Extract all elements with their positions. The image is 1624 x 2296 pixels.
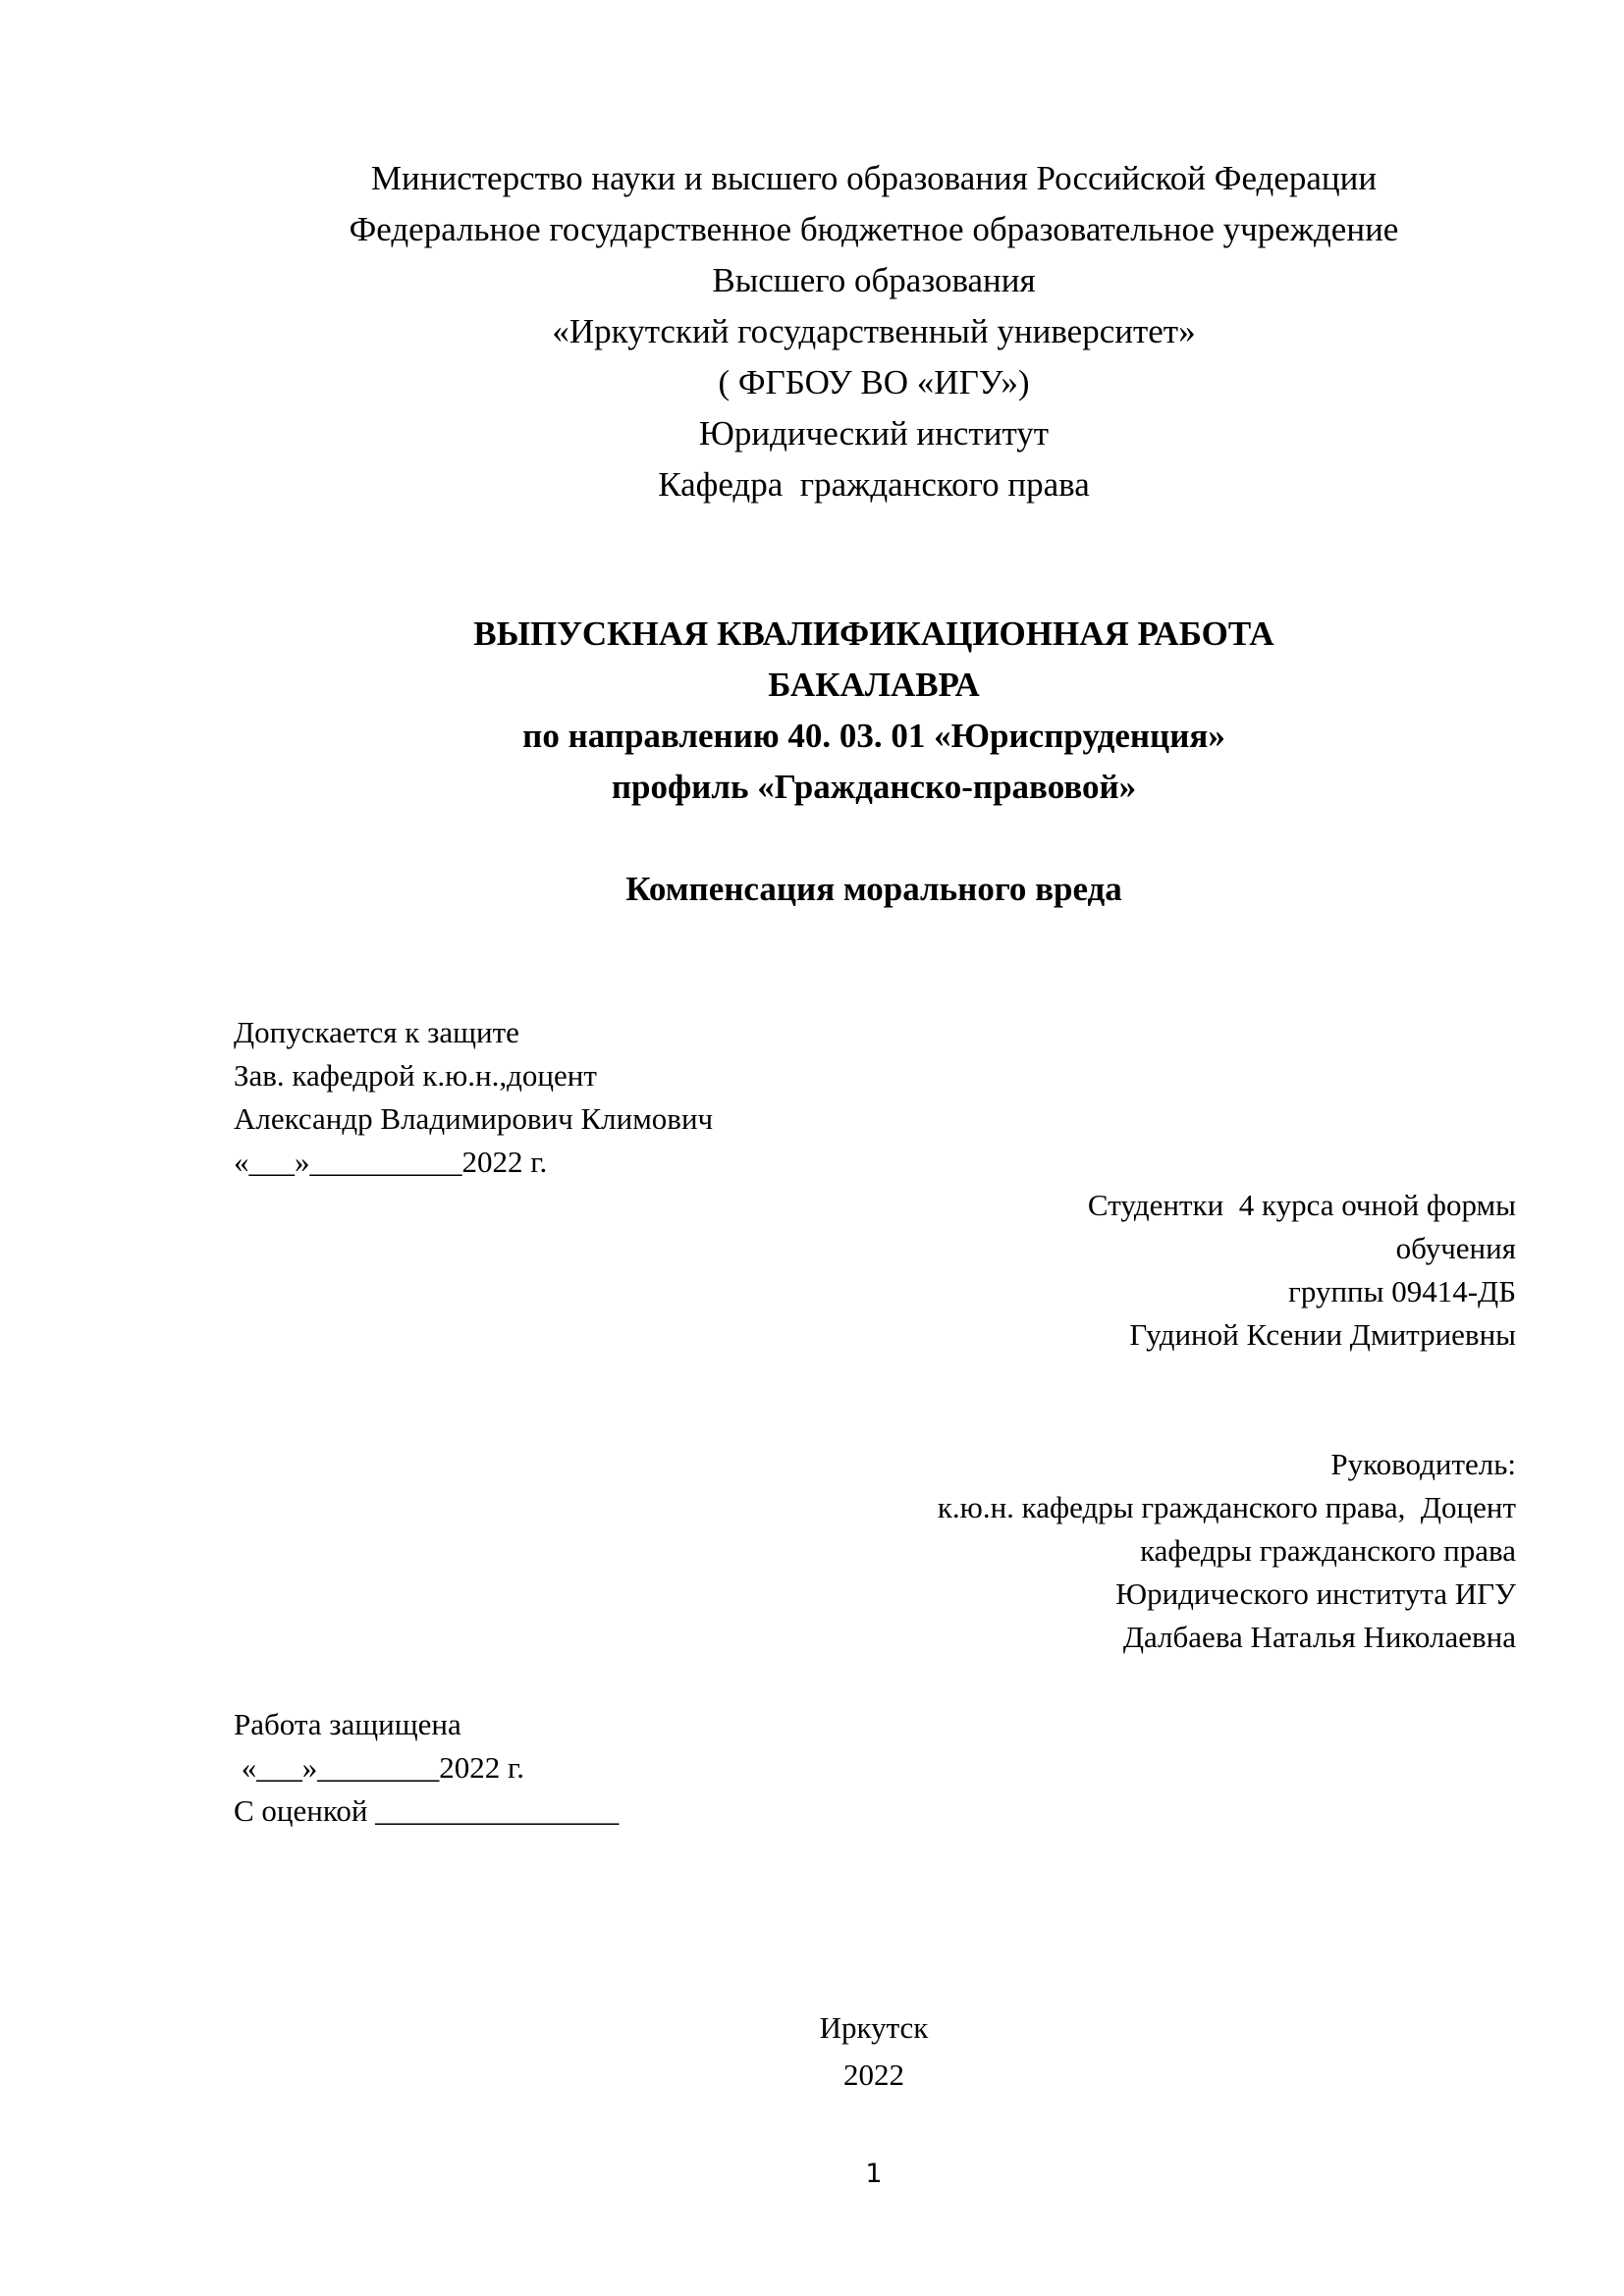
city: Иркутск	[819, 2010, 929, 2045]
supervisor-label: Руководитель:	[1330, 1447, 1516, 1481]
institution-header	[0, 153, 1624, 510]
student-block	[1088, 1184, 1516, 1357]
university-name-line: «Иркутский государственный университет»	[552, 312, 1196, 350]
university-abbreviation-line: ( ФГБОУ ВО «ИГУ»)	[718, 363, 1030, 401]
student-study-form-line: обучения	[1395, 1231, 1516, 1265]
ministry-line: Министерство науки и высшего образования Российской Федерации	[370, 159, 1378, 197]
defense-label: Работа защищена	[234, 1707, 461, 1741]
work-title-block	[0, 609, 1624, 813]
supervisor-degree-line: к.ю.н. кафедры гражданского права, Доцент	[937, 1490, 1516, 1524]
degree-line: БАКАЛАВРА	[768, 666, 980, 704]
education-level-line: Высшего образования	[712, 261, 1036, 299]
supervisor-name: Далбаева Наталья Николаевна	[1122, 1620, 1516, 1654]
head-of-department-name: Александр Владимирович Климович	[234, 1101, 714, 1136]
supervisor-institute-line: Юридического института ИГУ	[1115, 1576, 1516, 1611]
institution-type-line: Федеральное государственное бюджетное образовательное учреждение	[349, 210, 1399, 248]
head-of-department-line: Зав. кафедрой к.ю.н.,доцент	[234, 1058, 597, 1093]
defense-date-line: «___»________2022 г.	[234, 1750, 524, 1785]
work-type-line: ВЫПУСКНАЯ КВАЛИФИКАЦИОННАЯ РАБОТА	[473, 614, 1274, 653]
supervisor-block	[938, 1443, 1516, 1659]
defense-block	[234, 1703, 619, 1833]
grade-line: С оценкой ________________	[234, 1793, 620, 1828]
department-line: Кафедра гражданского права	[658, 465, 1090, 504]
admission-block	[234, 1011, 713, 1184]
student-name: Гудиной Ксении Дмитриевны	[1129, 1317, 1516, 1352]
footer-block	[0, 2004, 1624, 2099]
student-course-line: Студентки 4 курса очной формы	[1087, 1188, 1516, 1222]
student-group-line: группы 09414-ДБ	[1288, 1274, 1516, 1308]
direction-line: по направлению 40. 03. 01 «Юриспруденция»	[522, 717, 1225, 755]
thesis-topic: Компенсация морального вреда	[625, 870, 1122, 908]
institute-line: Юридический институт	[698, 414, 1050, 453]
profile-line: профиль «Гражданско-правовой»	[611, 768, 1137, 806]
admission-label: Допускается к защите	[234, 1015, 519, 1049]
page-number: 1	[865, 2159, 883, 2189]
year: 2022	[843, 2057, 904, 2092]
admission-date-line: «___»__________2022 г.	[234, 1145, 548, 1179]
supervisor-department-line: кафедры гражданского права	[1140, 1533, 1516, 1568]
